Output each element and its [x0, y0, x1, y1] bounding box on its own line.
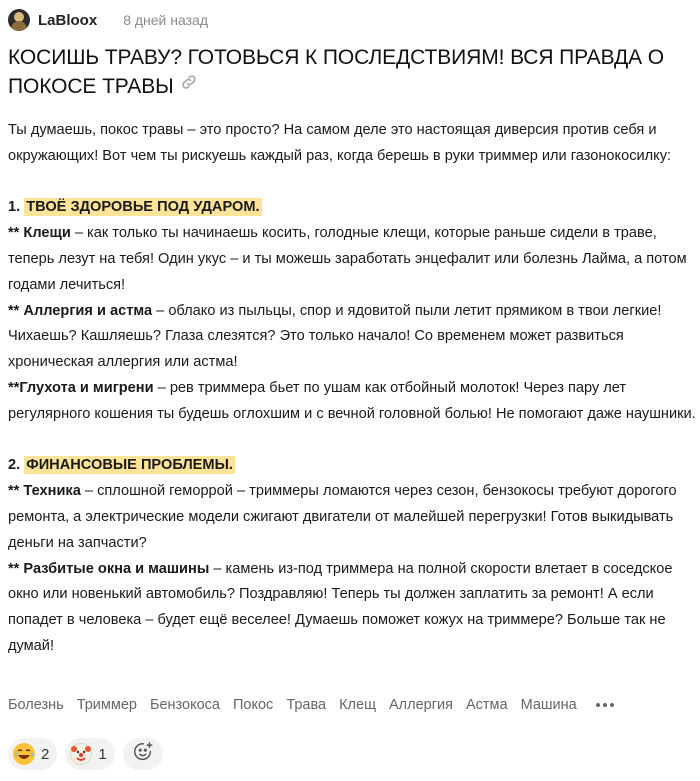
add-emoji-icon — [132, 741, 154, 768]
section-item: ** Клещи – как только ты начинаешь косить, голодные клещи, которые раньше сидели в траве, теперь лезут на тебя! Один укус – и ты можешь заработать энцефалит или болезнь Лайма, а потом годами лечиться! — [8, 225, 687, 293]
avatar[interactable] — [8, 9, 30, 31]
section-item: ** Техника – сплошной геморрой – триммеры ломаются через сезон, бензокосы требуют дорогого ремонта, а электрические модели сжигают двигатели от малейшей перегрузки! Готов выкидывать деньги на запчасти? — [8, 483, 677, 551]
link-icon[interactable] — [180, 70, 198, 99]
highlighted-heading: ФИНАНСОВЫЕ ПРОБЛЕМЫ. — [26, 457, 233, 474]
section-item: ** Разбитые окна и машины – камень из-под триммера на полной скорости влетает в соседское окно или новенький автомобиль? Поздравляю! Теперь ты должен заплатить за ремонт! А если попадет в человека – будет ещё веселее! Думаешь поможет кожух на триммере? Больше так не думай! — [8, 560, 673, 654]
post-time: 8 дней назад — [123, 12, 208, 28]
laughing-emoji-icon — [13, 743, 35, 765]
reaction-clown[interactable] — [65, 738, 114, 770]
author-name[interactable]: LaBloox — [38, 11, 98, 29]
tag[interactable]: Трава — [286, 697, 327, 713]
tag[interactable]: Триммер — [76, 697, 137, 713]
reactions-bar — [8, 738, 163, 770]
tag-list — [8, 697, 614, 713]
reaction-count: 2 — [41, 745, 50, 763]
tag[interactable]: Бензокоса — [149, 697, 220, 713]
reaction-laugh[interactable] — [8, 738, 57, 770]
more-tags-icon[interactable] — [596, 703, 614, 707]
post-title-text[interactable]: КОСИШЬ ТРАВУ? ГОТОВЬСЯ К ПОСЛЕДСТВИЯМ! ВСЯ ПРАВДА О ПОКОСЕ ТРАВЫ — [8, 46, 665, 98]
tag[interactable]: Болезнь — [8, 697, 64, 713]
tag[interactable]: Аллергия — [389, 697, 453, 713]
clown-emoji-icon — [70, 743, 92, 765]
post-title[interactable] — [8, 43, 698, 101]
section-heading: 2. ФИНАНСОВЫЕ ПРОБЛЕМЫ. — [8, 457, 233, 474]
section-item: ** Аллергия и астма – облако из пыльцы, спор и ядовитой пыли летит прямиком в твои легкие! Чихаешь? Кашляешь? Глаза слезятся? Это только начало! Со временем может развиться хроническая аллергия или астма! — [8, 302, 662, 371]
add-reaction-button[interactable] — [123, 738, 163, 770]
highlighted-heading: ТВОЁ ЗДОРОВЬЕ ПОД УДАРОМ. — [26, 199, 260, 216]
tag[interactable]: Машина — [520, 697, 577, 713]
section-heading: 1. ТВОЁ ЗДОРОВЬЕ ПОД УДАРОМ. — [8, 199, 260, 216]
tag[interactable]: Астма — [465, 697, 508, 713]
reaction-count: 1 — [98, 745, 107, 763]
post-header — [8, 8, 208, 32]
intro-paragraph: Ты думаешь, покос травы – это просто? На самом деле это настоящая диверсия против себя и окружающих! Вот чем ты рискуешь каждый раз, когда берешь в руки триммер или газонокосилку: — [8, 122, 672, 164]
section-item: **Глухота и мигрени – рев триммера бьет по ушам как отбойный молоток! Через пару лет регулярного кошения ты будешь оглохшим и с вечной головной болью! Не помогают даже наушники. — [8, 379, 696, 422]
tag[interactable]: Покос — [233, 697, 274, 713]
tag[interactable]: Клещ — [339, 697, 376, 713]
post-content — [8, 118, 698, 660]
